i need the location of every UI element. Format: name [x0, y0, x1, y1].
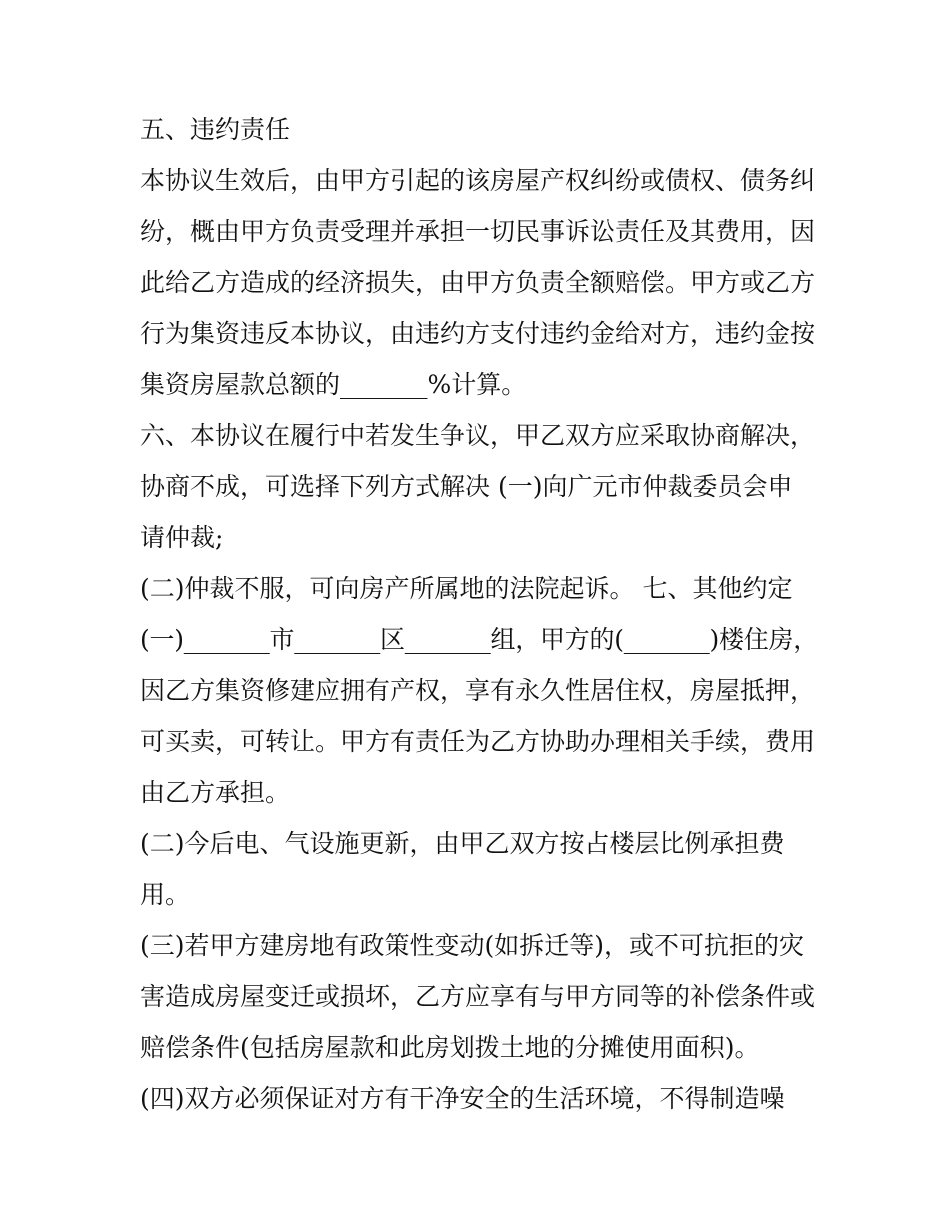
paragraph-line: 此给乙方造成的经济损失，由甲方负责全额赔偿。甲方或乙方 — [140, 268, 816, 297]
paragraph-line: (三)若甲方建房地有政策性变动(如拆迁等)，或不可抗拒的灾 — [140, 931, 805, 960]
paragraph-line: 协商不成，可选择下列方式解决 (一)向广元市仲裁委员会申 — [140, 472, 793, 501]
paragraph-line: 请仲裁; — [140, 523, 224, 552]
paragraph-line: (一)_______市_______区_______组，甲方的(_______)楼住房， — [140, 625, 819, 654]
paragraph-line: (二)今后电、气设施更新，由甲乙双方按占楼层比例承担费 — [140, 829, 785, 858]
paragraph-line: 行为集资违反本协议，由违约方支付违约金给对方，违约金按 — [140, 319, 816, 348]
paragraph-line: 纷，概由甲方负责受理并承担一切民事诉讼责任及其费用，因 — [140, 217, 816, 246]
section-heading-breach: 五、违约责任 — [140, 115, 291, 144]
paragraph-line: (四)双方必须保证对方有干净安全的生活环境，不得制造噪 — [140, 1084, 785, 1113]
paragraph-line: 赔偿条件(包括房屋款和此房划拨土地的分摊使用面积)。 — [140, 1033, 760, 1062]
document-body — [140, 107, 820, 1127]
paragraph-line: 本协议生效后，由甲方引起的该房屋产权纠纷或债权、债务纠 — [140, 166, 816, 195]
paragraph-line: 用。 — [140, 880, 191, 909]
paragraph-line: 因乙方集资修建应拥有产权，享有永久性居住权，房屋抵押， — [140, 676, 816, 705]
paragraph-line: 害造成房屋变迁或损坏，乙方应享有与甲方同等的补偿条件或 — [140, 982, 816, 1011]
paragraph-line: 集资房屋款总额的_______%计算。 — [140, 370, 527, 399]
paragraph-line: (二)仲裁不服，可向房产所属地的法院起诉。 七、其他约定 — [140, 574, 793, 603]
paragraph-line: 由乙方承担。 — [140, 778, 291, 807]
paragraph-line: 六、本协议在履行中若发生争议，甲乙双方应采取协商解决， — [140, 421, 816, 450]
paragraph-line: 可买卖，可转让。甲方有责任为乙方协助办理相关手续，费用 — [140, 727, 816, 756]
